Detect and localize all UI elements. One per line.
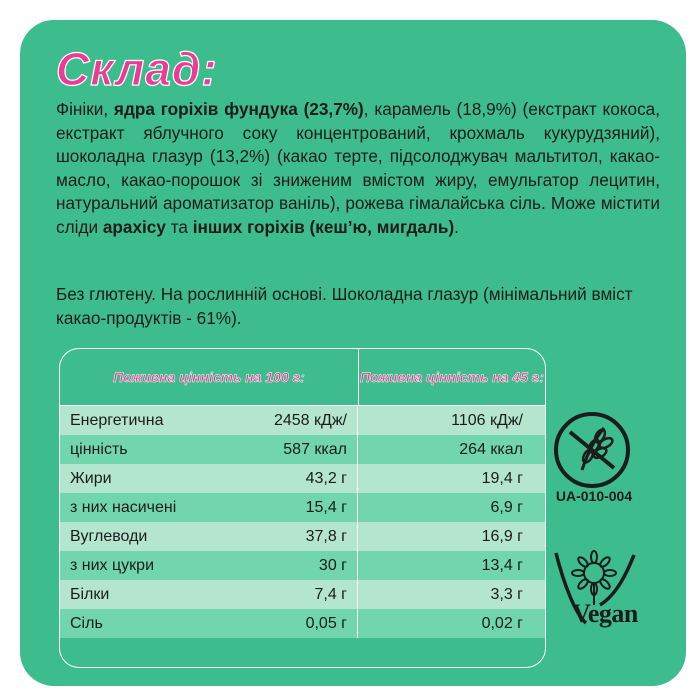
row-value-100g: 37,8 г [250,522,358,551]
table-row [60,464,545,493]
header-per-100g: Поживна цінність на 100 г: [60,349,359,405]
row-label: Білки [70,585,110,603]
gluten-free-code: UA-010-004 [555,488,633,504]
row-label: з них цукри [70,556,154,574]
row-label: Сіль [70,614,103,632]
row-value-100g: 587 ккал [250,435,358,464]
ingredients-part-2: , карамель (18,9%) (екстракт кокоса, екстракт яблучного соку концентрований, крохмаль кукурудзяний), шоколадна глазур (13,2%) (какао терте, підсолоджувач мальтитол, какао-масло, какао-порошок зі зниженим вмістом жиру, емульгатор лецитин, натуральний ароматизатор ваніль), рожева гімалайська сіль. Може містити сліди [56,99,660,237]
vegan-label: Vegan [572,599,638,628]
ingredients-part-3: та [165,216,193,237]
nutrition-table-header [60,349,545,406]
table-row [60,493,545,522]
ingredients-bold-other-nuts: інших горіхів (кеш’ю, мигдаль) [192,216,455,237]
row-label: з них насичені [70,498,177,516]
row-value-100g: 2458 кДж/ [250,406,358,435]
row-label: Жири [70,469,112,487]
crossed-grain-icon [552,410,632,490]
table-row [60,522,545,551]
ingredients-part-4: . [454,216,459,237]
row-value-45g: 19,4 г [481,469,523,487]
ingredients-text [56,98,660,239]
ingredients-bold-hazelnut: ядра горіхів фундука (23,7%) [113,99,364,119]
row-value-100g: 15,4 г [250,493,358,522]
row-value-100g: 0,05 г [250,609,358,638]
ingredients-bold-peanut: арахісу [102,216,166,237]
row-value-100g: 30 г [250,551,358,580]
row-value-100g: 43,2 г [250,464,358,493]
row-label: Енергетична [70,411,164,429]
row-value-45g: 264 ккал [459,440,523,458]
composition-title: Склад: [56,43,218,95]
table-row [60,551,545,580]
table-row [60,435,545,464]
row-value-45g: 6,9 г [490,498,523,516]
row-value-45g: 0,02 г [481,614,523,632]
table-row [60,580,545,609]
row-label: Вуглеводи [70,527,148,545]
row-value-45g: 3,3 г [490,585,523,603]
header-per-45g: Поживна цінність на 45 г: [360,369,544,385]
table-row [60,406,545,435]
ingredients-part-1: Фініки, [56,99,114,119]
row-value-45g: 13,4 г [481,556,523,574]
row-value-45g: 16,9 г [481,527,523,545]
dietary-note: Без глютену. На рослинній основі. Шоколадна глазур (мінімальний вміст какао-продуктів - 61%). [56,284,633,328]
row-value-100g: 7,4 г [250,580,358,609]
table-row [60,609,545,638]
row-value-45g: 1106 кДж/ [451,411,523,429]
nutrition-table [59,348,546,668]
row-label: цінність [70,440,128,458]
